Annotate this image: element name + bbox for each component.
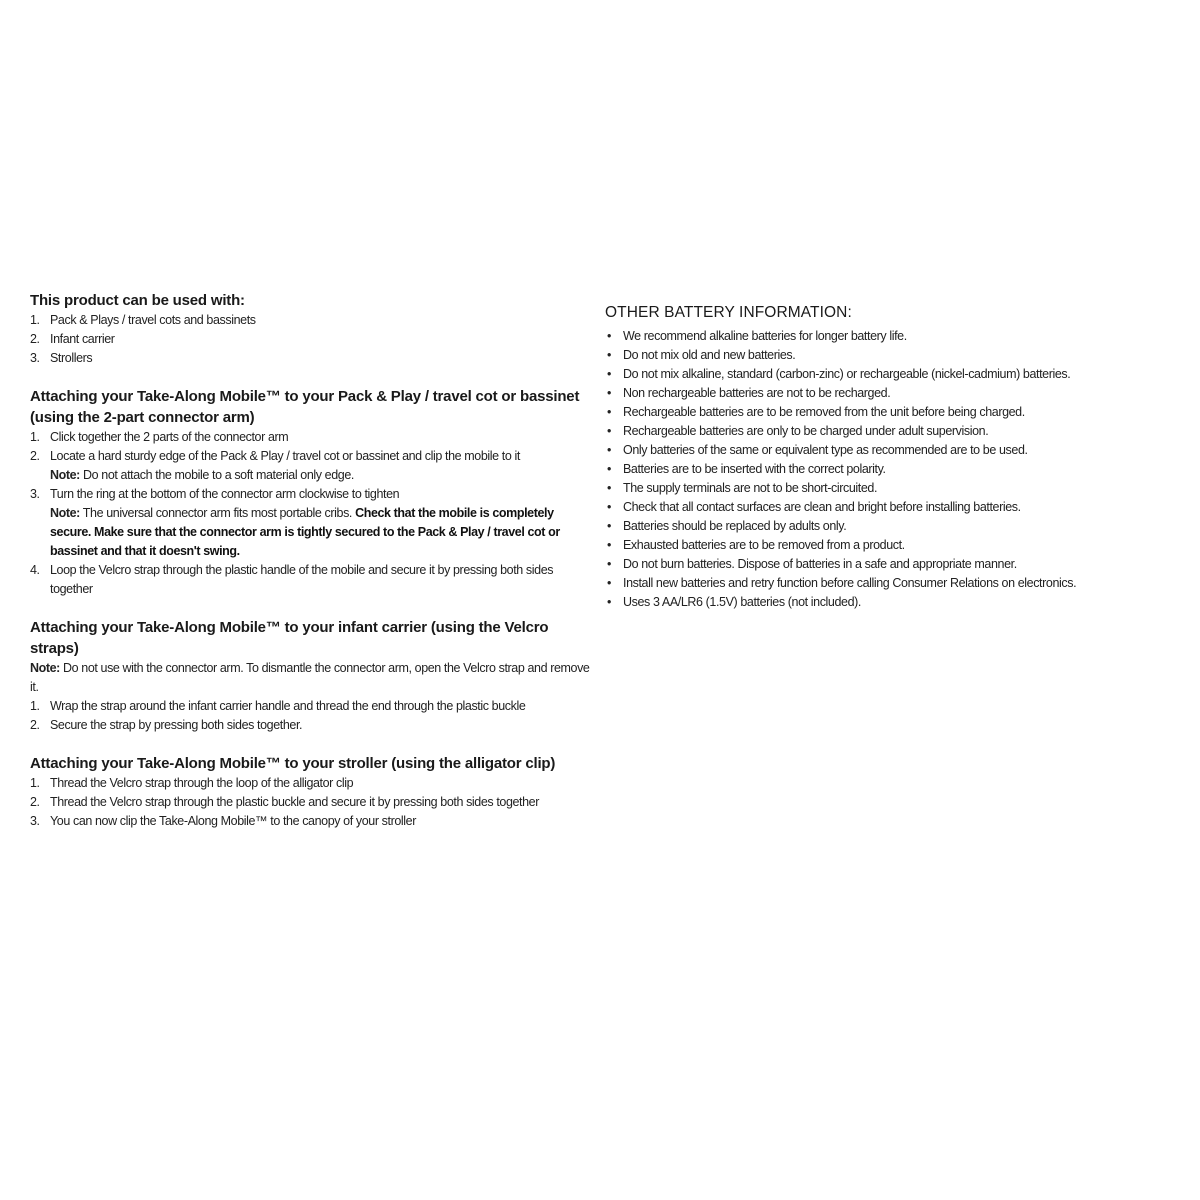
battery-item <box>605 365 1175 384</box>
stroller-section <box>30 753 590 831</box>
pack-play-item <box>30 561 590 599</box>
stroller-heading: Attaching your Take-Along Mobile™ to your stroller (using the alligator clip) <box>30 755 556 772</box>
battery-item <box>605 441 1175 460</box>
bullet: • <box>607 576 611 590</box>
item-text: Wrap the strap around the infant carrier handle and thread the end through the plastic buckle <box>50 699 526 713</box>
warning-text: Check that the mobile is completely secure. Make sure that the connector arm is tightly secured to the Pack & Play / travel cot or bassinet and that it doesn't swing. <box>50 506 560 558</box>
pack-play-heading: Attaching your Take-Along Mobile™ to your Pack & Play / travel cot or bassinet (using the 2-part connector arm) <box>30 388 580 426</box>
infant-carrier-section <box>30 617 590 735</box>
battery-item <box>605 384 1175 403</box>
note <box>30 659 590 697</box>
item-text: Non rechargeable batteries are not to be recharged. <box>623 386 891 400</box>
item-text: Thread the Velcro strap through the loop of the alligator clip <box>50 776 354 790</box>
bullet: • <box>607 424 611 438</box>
pack-play-list <box>30 428 590 599</box>
item-number: 2. <box>30 449 40 463</box>
item-text: Rechargeable batteries are to be removed from the unit before being charged. <box>623 405 1025 419</box>
pack-play-item <box>30 485 590 561</box>
bullet: • <box>607 462 611 476</box>
bullet: • <box>607 329 611 343</box>
stroller-item <box>30 793 590 812</box>
usage-list <box>30 311 590 368</box>
usage-heading: This product can be used with: <box>30 292 245 309</box>
bullet: • <box>607 386 611 400</box>
note-label: Note: <box>50 506 80 520</box>
item-text: Click together the 2 parts of the connector arm <box>50 430 289 444</box>
item-text: Uses 3 AA/LR6 (1.5V) batteries (not included). <box>623 595 861 609</box>
item-number: 1. <box>30 776 40 790</box>
bullet: • <box>607 557 611 571</box>
item-number: 2. <box>30 718 40 732</box>
battery-item <box>605 479 1175 498</box>
battery-item <box>605 498 1175 517</box>
item-text: Check that all contact surfaces are clean and bright before installing batteries. <box>623 500 1021 514</box>
note-text: Do not use with the connector arm. To dismantle the connector arm, open the Velcro strap and remove it. <box>30 661 590 694</box>
usage-item <box>30 349 590 368</box>
battery-item <box>605 517 1175 536</box>
item-number: 2. <box>30 332 40 346</box>
note-text: The universal connector arm fits most portable cribs. <box>79 506 356 520</box>
infant-carrier-item <box>30 697 590 716</box>
note-label: Note: <box>50 468 80 482</box>
item-text: Turn the ring at the bottom of the connector arm clockwise to tighten <box>50 487 400 501</box>
bullet: • <box>607 405 611 419</box>
battery-item <box>605 346 1175 365</box>
stroller-list <box>30 774 590 831</box>
item-text: Install new batteries and retry function before calling Consumer Relations on electronics. <box>623 576 1077 590</box>
item-text: Do not mix alkaline, standard (carbon-zinc) or rechargeable (nickel-cadmium) batteries. <box>623 367 1071 381</box>
battery-item <box>605 422 1175 441</box>
item-text: We recommend alkaline batteries for longer battery life. <box>623 329 907 343</box>
item-number: 3. <box>30 814 40 828</box>
item-number: 3. <box>30 487 40 501</box>
item-text: Secure the strap by pressing both sides together. <box>50 718 303 732</box>
item-text: Loop the Velcro strap through the plastic handle of the mobile and secure it by pressing both sides together <box>50 563 554 596</box>
battery-item <box>605 555 1175 574</box>
bullet: • <box>607 443 611 457</box>
item-text: The supply terminals are not to be short-circuited. <box>623 481 878 495</box>
note-text: Do not attach the mobile to a soft material only edge. <box>79 468 354 482</box>
note <box>50 504 590 561</box>
item-text: Rechargeable batteries are only to be charged under adult supervision. <box>623 424 989 438</box>
stroller-item <box>30 774 590 793</box>
note-label: Note: <box>30 661 60 675</box>
infant-carrier-list <box>30 697 590 735</box>
battery-item <box>605 460 1175 479</box>
item-text: Batteries should be replaced by adults only. <box>623 519 847 533</box>
battery-item <box>605 327 1175 346</box>
bullet: • <box>607 348 611 362</box>
usage-item <box>30 311 590 330</box>
item-text: You can now clip the Take-Along Mobile™ to the canopy of your stroller <box>50 814 416 828</box>
battery-info-list <box>605 327 1175 612</box>
bullet: • <box>607 367 611 381</box>
usage-item <box>30 330 590 349</box>
item-text: Thread the Velcro strap through the plastic buckle and secure it by pressing both sides together <box>50 795 539 809</box>
item-text: Do not burn batteries. Dispose of batteries in a safe and appropriate manner. <box>623 557 1017 571</box>
battery-item <box>605 574 1175 593</box>
bullet: • <box>607 595 611 609</box>
bullet: • <box>607 481 611 495</box>
pack-play-item <box>30 428 590 447</box>
item-text: Locate a hard sturdy edge of the Pack & Play / travel cot or bassinet and clip the mobile to it <box>50 449 520 463</box>
battery-item <box>605 403 1175 422</box>
item-text: Pack & Plays / travel cots and bassinets <box>50 313 256 327</box>
item-text: Strollers <box>50 351 93 365</box>
item-text: Exhausted batteries are to be removed from a product. <box>623 538 905 552</box>
usage-section <box>30 290 590 368</box>
bullet: • <box>607 500 611 514</box>
item-number: 2. <box>30 795 40 809</box>
item-text: Do not mix old and new batteries. <box>623 348 796 362</box>
item-number: 3. <box>30 351 40 365</box>
infant-carrier-item <box>30 716 590 735</box>
item-number: 1. <box>30 313 40 327</box>
left-column <box>30 290 590 849</box>
note <box>50 466 590 485</box>
bullet: • <box>607 538 611 552</box>
item-number: 4. <box>30 563 40 577</box>
item-number: 1. <box>30 699 40 713</box>
item-number: 1. <box>30 430 40 444</box>
battery-item <box>605 593 1175 612</box>
battery-info-heading: OTHER BATTERY INFORMATION: <box>605 304 852 321</box>
item-text: Only batteries of the same or equivalent type as recommended are to be used. <box>623 443 1028 457</box>
pack-play-section <box>30 386 590 599</box>
bullet: • <box>607 519 611 533</box>
item-text: Infant carrier <box>50 332 115 346</box>
right-column <box>605 302 1175 612</box>
stroller-item <box>30 812 590 831</box>
battery-item <box>605 536 1175 555</box>
pack-play-item <box>30 447 590 485</box>
item-text: Batteries are to be inserted with the correct polarity. <box>623 462 886 476</box>
infant-carrier-heading: Attaching your Take-Along Mobile™ to your infant carrier (using the Velcro straps) <box>30 619 549 657</box>
